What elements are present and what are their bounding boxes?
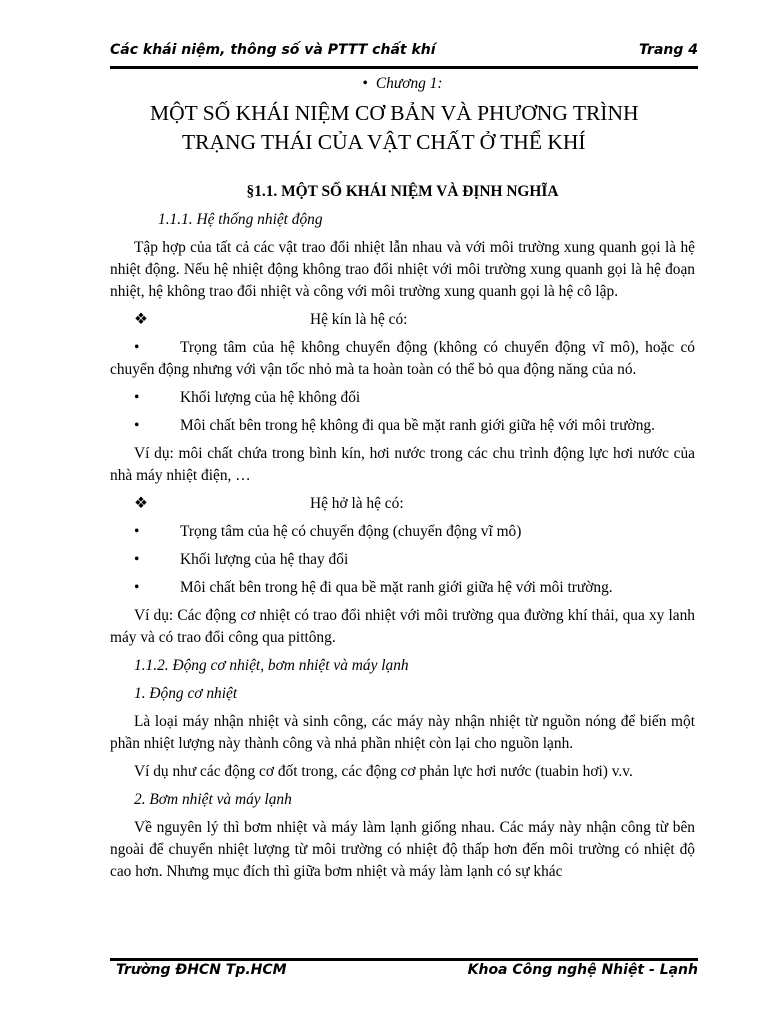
- footer-rule: [110, 958, 698, 961]
- bullet-icon: •: [134, 579, 140, 596]
- list-item: [110, 387, 695, 409]
- list-item: [110, 521, 695, 543]
- header-rule: [110, 66, 698, 69]
- subsection-heading-1-1-1: 1.1.1. Hệ thống nhiệt động: [158, 211, 323, 228]
- bullet-icon: •: [134, 551, 140, 568]
- chapter-label-text: Chương 1:: [375, 75, 443, 92]
- list-item-text: Khối lượng của hệ thay đổi: [180, 551, 349, 568]
- footer-department: Khoa Công nghệ Nhiệt - Lạnh: [467, 962, 698, 978]
- heat-pump-paragraph: Về nguyên lý thì bơm nhiệt và máy làm lạnh giống nhau. Các máy này nhận công từ bên ngoài để chuyển nhiệt lượng từ môi trường có nhiệt độ thấp hơn đến môi trường có nhiệt độ cao hơn. Nhưng mục đích thì giữa bơm nhiệt và máy làm lạnh có sự khác: [110, 819, 695, 880]
- list-item: [110, 415, 695, 437]
- open-system-heading-text: Hệ hở là hệ có:: [310, 495, 404, 512]
- chapter-label: [110, 73, 695, 95]
- list-item: [110, 337, 695, 381]
- list-item-text: Khối lượng của hệ không đổi: [180, 389, 361, 406]
- list-item-text: Trọng tâm của hệ có chuyển động (chuyển động vĩ mô): [180, 523, 522, 540]
- heat-pump-heading: 2. Bơm nhiệt và máy lạnh: [134, 791, 292, 808]
- list-item: [110, 549, 695, 571]
- document-body: [110, 73, 695, 889]
- paragraph-thermo-system: Tập hợp của tất cả các vật trao đổi nhiệt lẫn nhau và với môi trường xung quanh gọi là hệ nhiệt động. Nếu hệ nhiệt động không trao đổi nhiệt với môi trường xung quanh gọi là hệ đoạn nhiệt, hệ không trao đổi nhiệt và công với môi trường xung quanh gọi là hệ cô lập.: [110, 239, 695, 300]
- list-item: [110, 577, 695, 599]
- closed-system-heading: [110, 309, 695, 331]
- section-heading: §1.1. MỘT SỐ KHÁI NIỆM VÀ ĐỊNH NGHĨA: [246, 183, 559, 200]
- open-system-example: Ví dụ: Các động cơ nhiệt có trao đổi nhiệt với môi trường qua đường khí thải, qua xy lanh máy và có trao đổi công qua pittông.: [110, 607, 695, 646]
- chapter-title-line2: TRẠNG THÁI CỦA VẬT CHẤT Ở THỂ KHÍ: [182, 130, 586, 154]
- diamond-bullet-icon: ❖: [134, 311, 148, 328]
- bullet-icon: •: [134, 339, 140, 356]
- heat-engine-heading: 1. Động cơ nhiệt: [134, 685, 238, 702]
- page-number: Trang 4: [639, 42, 698, 58]
- chapter-bullet: •: [362, 75, 368, 92]
- chapter-title: [110, 99, 695, 157]
- footer-school: Trường ĐHCN Tp.HCM: [116, 962, 287, 978]
- list-item-text: Môi chất bên trong hệ đi qua bề mặt ranh giới giữa hệ với môi trường.: [180, 579, 613, 596]
- list-item-text: Trọng tâm của hệ không chuyển động (không có chuyển động vĩ mô), hoặc có chuyển động nhưng với vận tốc nhỏ mà ta hoàn toàn có thể bỏ qua động năng của nó.: [110, 339, 695, 378]
- bullet-icon: •: [134, 417, 140, 434]
- diamond-bullet-icon: ❖: [134, 495, 148, 512]
- closed-system-heading-text: Hệ kín là hệ có:: [310, 311, 408, 328]
- heat-engine-paragraph: Là loại máy nhận nhiệt và sinh công, các máy này nhận nhiệt từ nguồn nóng để biến một phần nhiệt lượng này thành công và nhả phần nhiệt còn lại cho nguồn lạnh.: [110, 713, 695, 752]
- subsection-heading-1-1-2: 1.1.2. Động cơ nhiệt, bơm nhiệt và máy lạnh: [134, 657, 409, 674]
- bullet-icon: •: [134, 389, 140, 406]
- header-title: Các khái niệm, thông số và PTTT chất khí: [110, 42, 436, 58]
- heat-engine-example: Ví dụ như các động cơ đốt trong, các động cơ phản lực hơi nước (tuabin hơi) v.v.: [134, 763, 633, 780]
- open-system-heading: [110, 493, 695, 515]
- list-item-text: Môi chất bên trong hệ không đi qua bề mặt ranh giới giữa hệ với môi trường.: [180, 417, 655, 434]
- bullet-icon: •: [134, 523, 140, 540]
- closed-system-example: Ví dụ: môi chất chứa trong bình kín, hơi nước trong các chu trình động lực hơi nước của nhà máy nhiệt điện, …: [110, 445, 695, 484]
- chapter-title-line1: MỘT SỐ KHÁI NIỆM CƠ BẢN VÀ PHƯƠNG TRÌNH: [150, 101, 639, 125]
